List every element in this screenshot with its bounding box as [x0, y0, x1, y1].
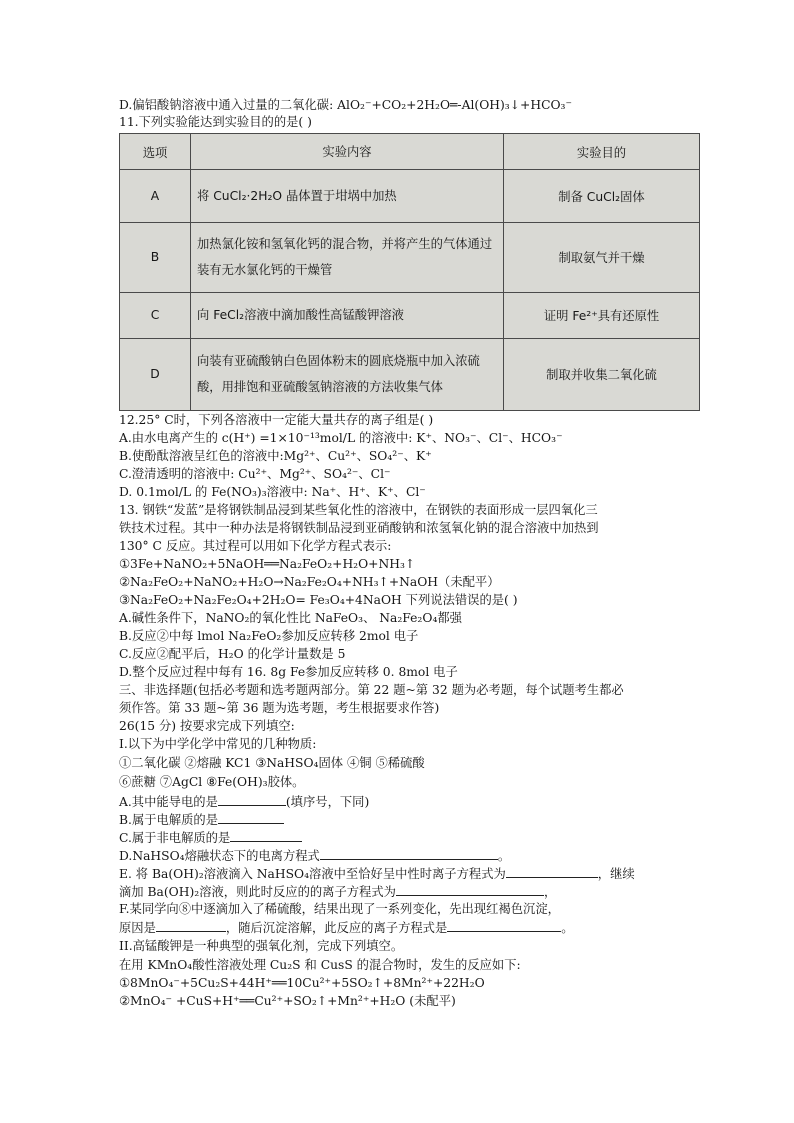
q26-c: C.属于非电解质的是: [119, 829, 302, 847]
q10-option-d: D.偏铝酸钠溶液中通入过量的二氧化碳: AlO₂⁻+CO₂+2H₂O═-Al(OH)₃↓+HCO₃⁻: [119, 98, 572, 112]
section-three-heading-2: 须作答。第 33 题~第 36 题为选考题，考生根据要求作答): [119, 701, 440, 715]
table-row: [120, 292, 700, 338]
q26-f-continued: 原因是 ，随后沉淀溶解，此反应的离子方程式是 。: [119, 921, 574, 935]
answer-blank[interactable]: [447, 919, 561, 932]
q13-stem-line3: 130° C 反应。其过程可以用如下化学方程式表示:: [119, 539, 392, 553]
q13-option-c: C.反应②配平后，H₂O 的化学计量数是 5: [119, 647, 346, 661]
table-row: [120, 338, 700, 410]
q26-d: D.NaHSO₄熔融状态下的电离方程式 。: [119, 849, 511, 863]
table-cell-option: D: [120, 338, 191, 410]
q13-stem-line2: 铁技术过程。其中一种办法是将钢铁制品浸到亚硝酸钠和浓氢氧化钠的混合溶液中加热到: [119, 521, 599, 535]
table-header-row: [120, 134, 700, 170]
q12-stem: 12.25° C时，下列各溶液中一定能大量共存的离子组是( ): [119, 413, 434, 427]
table-cell-content: 向装有亚硫酸钠白色固体粉末的圆底烧瓶中加入浓硫酸，用排饱和亚硫酸氢钠溶液的方法收集气体: [191, 338, 504, 410]
q12-option-b: B.使酚酞溶液呈红色的溶液中:Mg²⁺、Cu²⁺、SO₄²⁻、K⁺: [119, 449, 432, 463]
q12-option-a: A.由水电离产生的 c(H⁺) =1×10⁻¹³mol/L 的溶液中: K⁺、NO₃⁻、Cl⁻、HCO₃⁻: [119, 431, 563, 445]
table-cell-option: C: [120, 292, 191, 338]
q26-e-continued: 滴加 Ba(OH)₂溶液，则此时反应的的离子方程式为 ，: [119, 885, 557, 899]
table-row: [120, 222, 700, 292]
table-cell-content: 加热氯化铵和氢氧化钙的混合物，并将产生的气体通过装有无水氯化钙的干燥管: [191, 222, 504, 292]
q26-e: E. 将 Ba(OH)₂溶液滴入 NaHSO₄溶液中至恰好呈中性时离子方程式为 ，继续: [119, 867, 635, 881]
q26-stem: 26(15 分) 按要求完成下列填空:: [119, 719, 295, 733]
table-header: 实验目的: [504, 134, 700, 170]
table-cell-option: A: [120, 170, 191, 223]
answer-blank[interactable]: [396, 883, 544, 896]
q13-equation-3: ③Na₂FeO₂+Na₂Fe₂O₄+2H₂O= Fe₃O₄+4NaOH 下列说法错误的是( ): [119, 593, 518, 607]
table-cell-purpose: 制备 CuCl₂固体: [504, 170, 700, 223]
q13-option-d: D.整个反应过程中每有 16. 8g Fe参加反应转移 0. 8mol 电子: [119, 665, 458, 679]
table-header: 实验内容: [191, 134, 504, 170]
answer-blank[interactable]: [218, 811, 284, 824]
q26-substances-1: ①二氧化碳 ②熔融 KC1 ③NaHSO₄固体 ④铜 ⑤稀硫酸: [119, 756, 425, 770]
q26-part-i: I.以下为中学化学中常见的几种物质:: [119, 737, 317, 751]
table-header: 选项: [120, 134, 191, 170]
q26-part-ii: II.高锰酸钾是一种典型的强氧化剂，完成下列填空。: [119, 939, 404, 953]
q26-reaction-2: ②MnO₄⁻ +CuS+H⁺══Cu²⁺+SO₂↑+Mn²⁺+H₂O (未配平): [119, 994, 456, 1008]
q12-option-c: C.澄清透明的溶液中: Cu²⁺、Mg²⁺、SO₄²⁻、Cl⁻: [119, 467, 391, 481]
answer-blank[interactable]: [230, 829, 302, 842]
q26-part-ii-intro: 在用 KMnO₄酸性溶液处理 Cu₂S 和 CusS 的混合物时，发生的反应如下:: [119, 958, 521, 972]
q13-option-a: A.碱性条件下，NaNO₂的氧化性比 NaFeO₃、 Na₂Fe₂O₄都强: [119, 611, 462, 625]
section-three-heading: 三、非选择题(包括必考题和选考题两部分。第 22 题~第 32 题为必考题，每个试题考生都必: [119, 683, 624, 697]
table-cell-purpose: 证明 Fe²⁺具有还原性: [504, 292, 700, 338]
q26-f: F.某同学向⑧中逐滴加入了稀硫酸，结果出现了一系列变化，先出现红褐色沉淀，: [119, 902, 560, 916]
answer-blank[interactable]: [320, 847, 498, 860]
answer-blank[interactable]: [156, 919, 226, 932]
experiment-table: [119, 133, 700, 411]
q11-stem: 11.下列实验能达到实验目的的是( ): [119, 115, 312, 129]
table-cell-purpose: 制取氨气并干燥: [504, 222, 700, 292]
table-cell-content: 将 CuCl₂·2H₂O 晶体置于坩埚中加热: [191, 170, 504, 223]
q13-equation-1: ①3Fe+NaNO₂+5NaOH══Na₂FeO₂+H₂O+NH₃↑: [119, 557, 416, 571]
q26-b: B.属于电解质的是: [119, 811, 284, 829]
q13-equation-2: ②Na₂FeO₂+NaNO₂+H₂O→Na₂Fe₂O₄+NH₃↑+NaOH（未配平）: [119, 575, 500, 589]
q26-substances-2: ⑥蔗糖 ⑦AgCl ⑧Fe(OH)₃胶体。: [119, 775, 305, 789]
q13-option-b: B.反应②中每 lmol Na₂FeO₂参加反应转移 2mol 电子: [119, 629, 419, 643]
table-row: [120, 170, 700, 223]
q13-stem-line1: 13. 钢铁“发蓝”是将钢铁制品浸到某些氧化性的溶液中，在钢铁的表面形成一层四氧化三: [119, 503, 598, 517]
answer-blank[interactable]: [218, 793, 286, 806]
table-cell-content: 向 FeCl₂溶液中滴加酸性高锰酸钾溶液: [191, 292, 504, 338]
table-cell-purpose: 制取并收集二氧化硫: [504, 338, 700, 410]
answer-blank[interactable]: [506, 865, 598, 878]
table-cell-option: B: [120, 222, 191, 292]
q26-a: A.其中能导电的是 (填序号，下同): [119, 795, 370, 809]
q26-reaction-1: ①8MnO₄⁻+5Cu₂S+44H⁺══10Cu²⁺+5SO₂↑+8Mn²⁺+22H₂O: [119, 976, 485, 990]
q12-option-d: D. 0.1mol/L 的 Fe(NO₃)₃溶液中: Na⁺、H⁺、K⁺、Cl⁻: [119, 485, 426, 499]
